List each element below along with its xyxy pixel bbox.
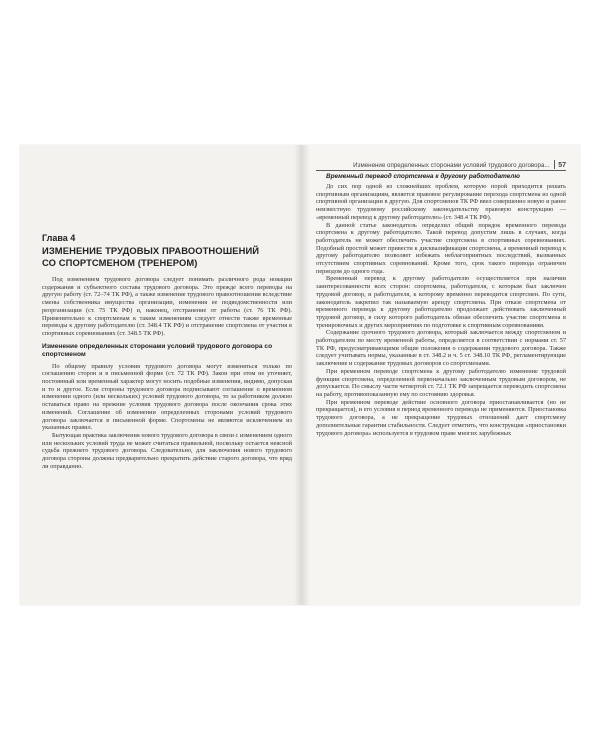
chapter-title (42, 245, 292, 268)
book-gutter-shadow (294, 145, 310, 605)
chapter-label: Глава 4 (42, 233, 76, 243)
body-paragraph: По общему правилу условия трудового договора могут изменяться только по соглашению сторон и в письменной форме (ст. 72 ТК РФ). Закон при этом не уточняет, постоянный или временный характер могут носить подобные изменения, видимо, допуская и то и другое. Если стороны трудового договора подписывают соглашение о временном изменении одного (или нескольких) условий трудового договора, то за работником должно оставаться право на прежние условия трудового договора после окончания срока этих изменений. Соглашение об изменении определенных сторонами условий трудового договора заключается в письменной форме. Спортсмены не являются исключением из указанных правил. (42, 362, 292, 432)
body-paragraph: Бытующая практика заключения нового трудового договора в связи с изменением одного или нескольких условий труда не может считаться правильной, поскольку остается неясной судьба прежнего трудового договора. Следовательно, для заключения нового трудового договора стороны должны предварительно прекратить действие старого договора, что вряд ли оправданно. (42, 431, 292, 470)
chapter-title-line: ИЗМЕНЕНИЕ ТРУДОВЫХ ПРАВООТНОШЕНИЙ (42, 245, 260, 256)
running-head (316, 159, 566, 171)
right-column (316, 173, 566, 437)
intro-paragraph: Под изменением трудового договора следует понимать различного рода новации содержания и субъектного состава трудового договора. Это прежде всего переводы на другую работу (ст. 72–74 ТК РФ), а также изменение трудового правоотношения вследствие смены собственника имущества организации, изменения ее подведомственности или реорганизации (ст. 75 ТК РФ) и, наконец, отстранение от работы (ст. 76 ТК РФ). Применительно к спортсменам к таким изменениям следует отнести также временные переводы к другому работодателю (ст. 348.4 ТК РФ) и отстранение спортсмена от участия в спортивных соревнованиях (ст. 348.5 ТК РФ). (42, 276, 292, 337)
body-paragraph: При временном переводе действие основного договора приостанавливается (но не прекращается), и его условия в период временного перевода не применяются. Приостановка трудового договора, а не прекращение трудовых отношений дает спортсмену дополнительные гарантии стабильности. Следует отметить, что конструкция «приостановки трудового договора» используется в трудовом праве многих зарубежных (316, 398, 566, 437)
body-paragraph: Содержание срочного трудового договора, который заключается между спортсменом и работодателем по месту временной работы, определяется в соответствии с нормами ст. 57 ТК РФ, предусматривающими общие положения о содержании трудового договора. Также следует учитывать нормы, указанные в ст. 348.2 и ч. 5 ст. 348.10 ТК РФ, регламентирующие заключение и содержание трудовых договоров со спортсменами. (316, 329, 566, 368)
body-paragraph: До сих пор одной из сложнейших проблем, которую порой приходится решать спортивным организациям, является правовое регулирование перехода спортсмена из одной спортивной организации в другую. Для спортсменов ТК РФ ввел совершенно новую и ранее неизвестную трудовому российскому законодательству правовую конструкцию — «временный перевод к другому работодателю» (ст. 348.4 ТК РФ). (316, 183, 566, 221)
chapter-title-line: СО СПОРТСМЕНОМ (ТРЕНЕРОМ) (42, 256, 198, 268)
body-paragraph: Временный перевод к другому работодателю осуществляется при наличии заинтересованности всех сторон: спортсмена, работодателя, с которым был заключен трудовой договор, и работодателя, к которому временно переводится спортсмен. По сути, законодатель закрепил так называемую аренду спортсмена. При отказе спортсмена от временного перевода к другому работодателю продолжает действовать заключенный трудовой договор, в силу которого работодатель обязан обеспечить участие спортсмена в тренировочных и других мероприятиях по подготовке к спортивным соревнованиям. (316, 275, 566, 329)
left-page (20, 145, 302, 605)
body-paragraph: В данной статье законодатель определил общий порядок временного перевода спортсмена к другому работодателю. Такой перевод допустим лишь в случаях, когда работодатель не может обеспечить участие спортсмена в спортивных соревнованиях. Подобный простой может привести к дисквалификации спортсмена, а временный перевод к другому работодателю позволяет избежать неблагоприятных последствий, вызванных отсутствием спортивных соревнований. Кроме того, срок такого перевода ограничен периодом до одного года. (316, 221, 566, 275)
subsection-heading: Временный перевод спортсмена к другому работодателю (326, 173, 520, 180)
page-number: 57 (558, 162, 566, 169)
book-spread (20, 145, 580, 605)
right-page (302, 145, 580, 605)
running-head-divider (554, 160, 555, 169)
left-column (42, 233, 292, 470)
section-heading: Изменение определенных сторонами условий трудового договора со спортсменом (42, 342, 273, 358)
body-paragraph: При временном переводе спортсмена к другому работодателю изменение трудовой функции спортсмена, определенной первоначально заключенным трудовым договором, не допускается. По смыслу части четвертой ст. 72.1 ТК РФ запрещается переводить спортсмена на работу, противопоказанную ему по состоянию здоровья. (316, 367, 566, 398)
running-head-title: Изменение определенных сторонами условий трудового договора... (353, 162, 550, 169)
